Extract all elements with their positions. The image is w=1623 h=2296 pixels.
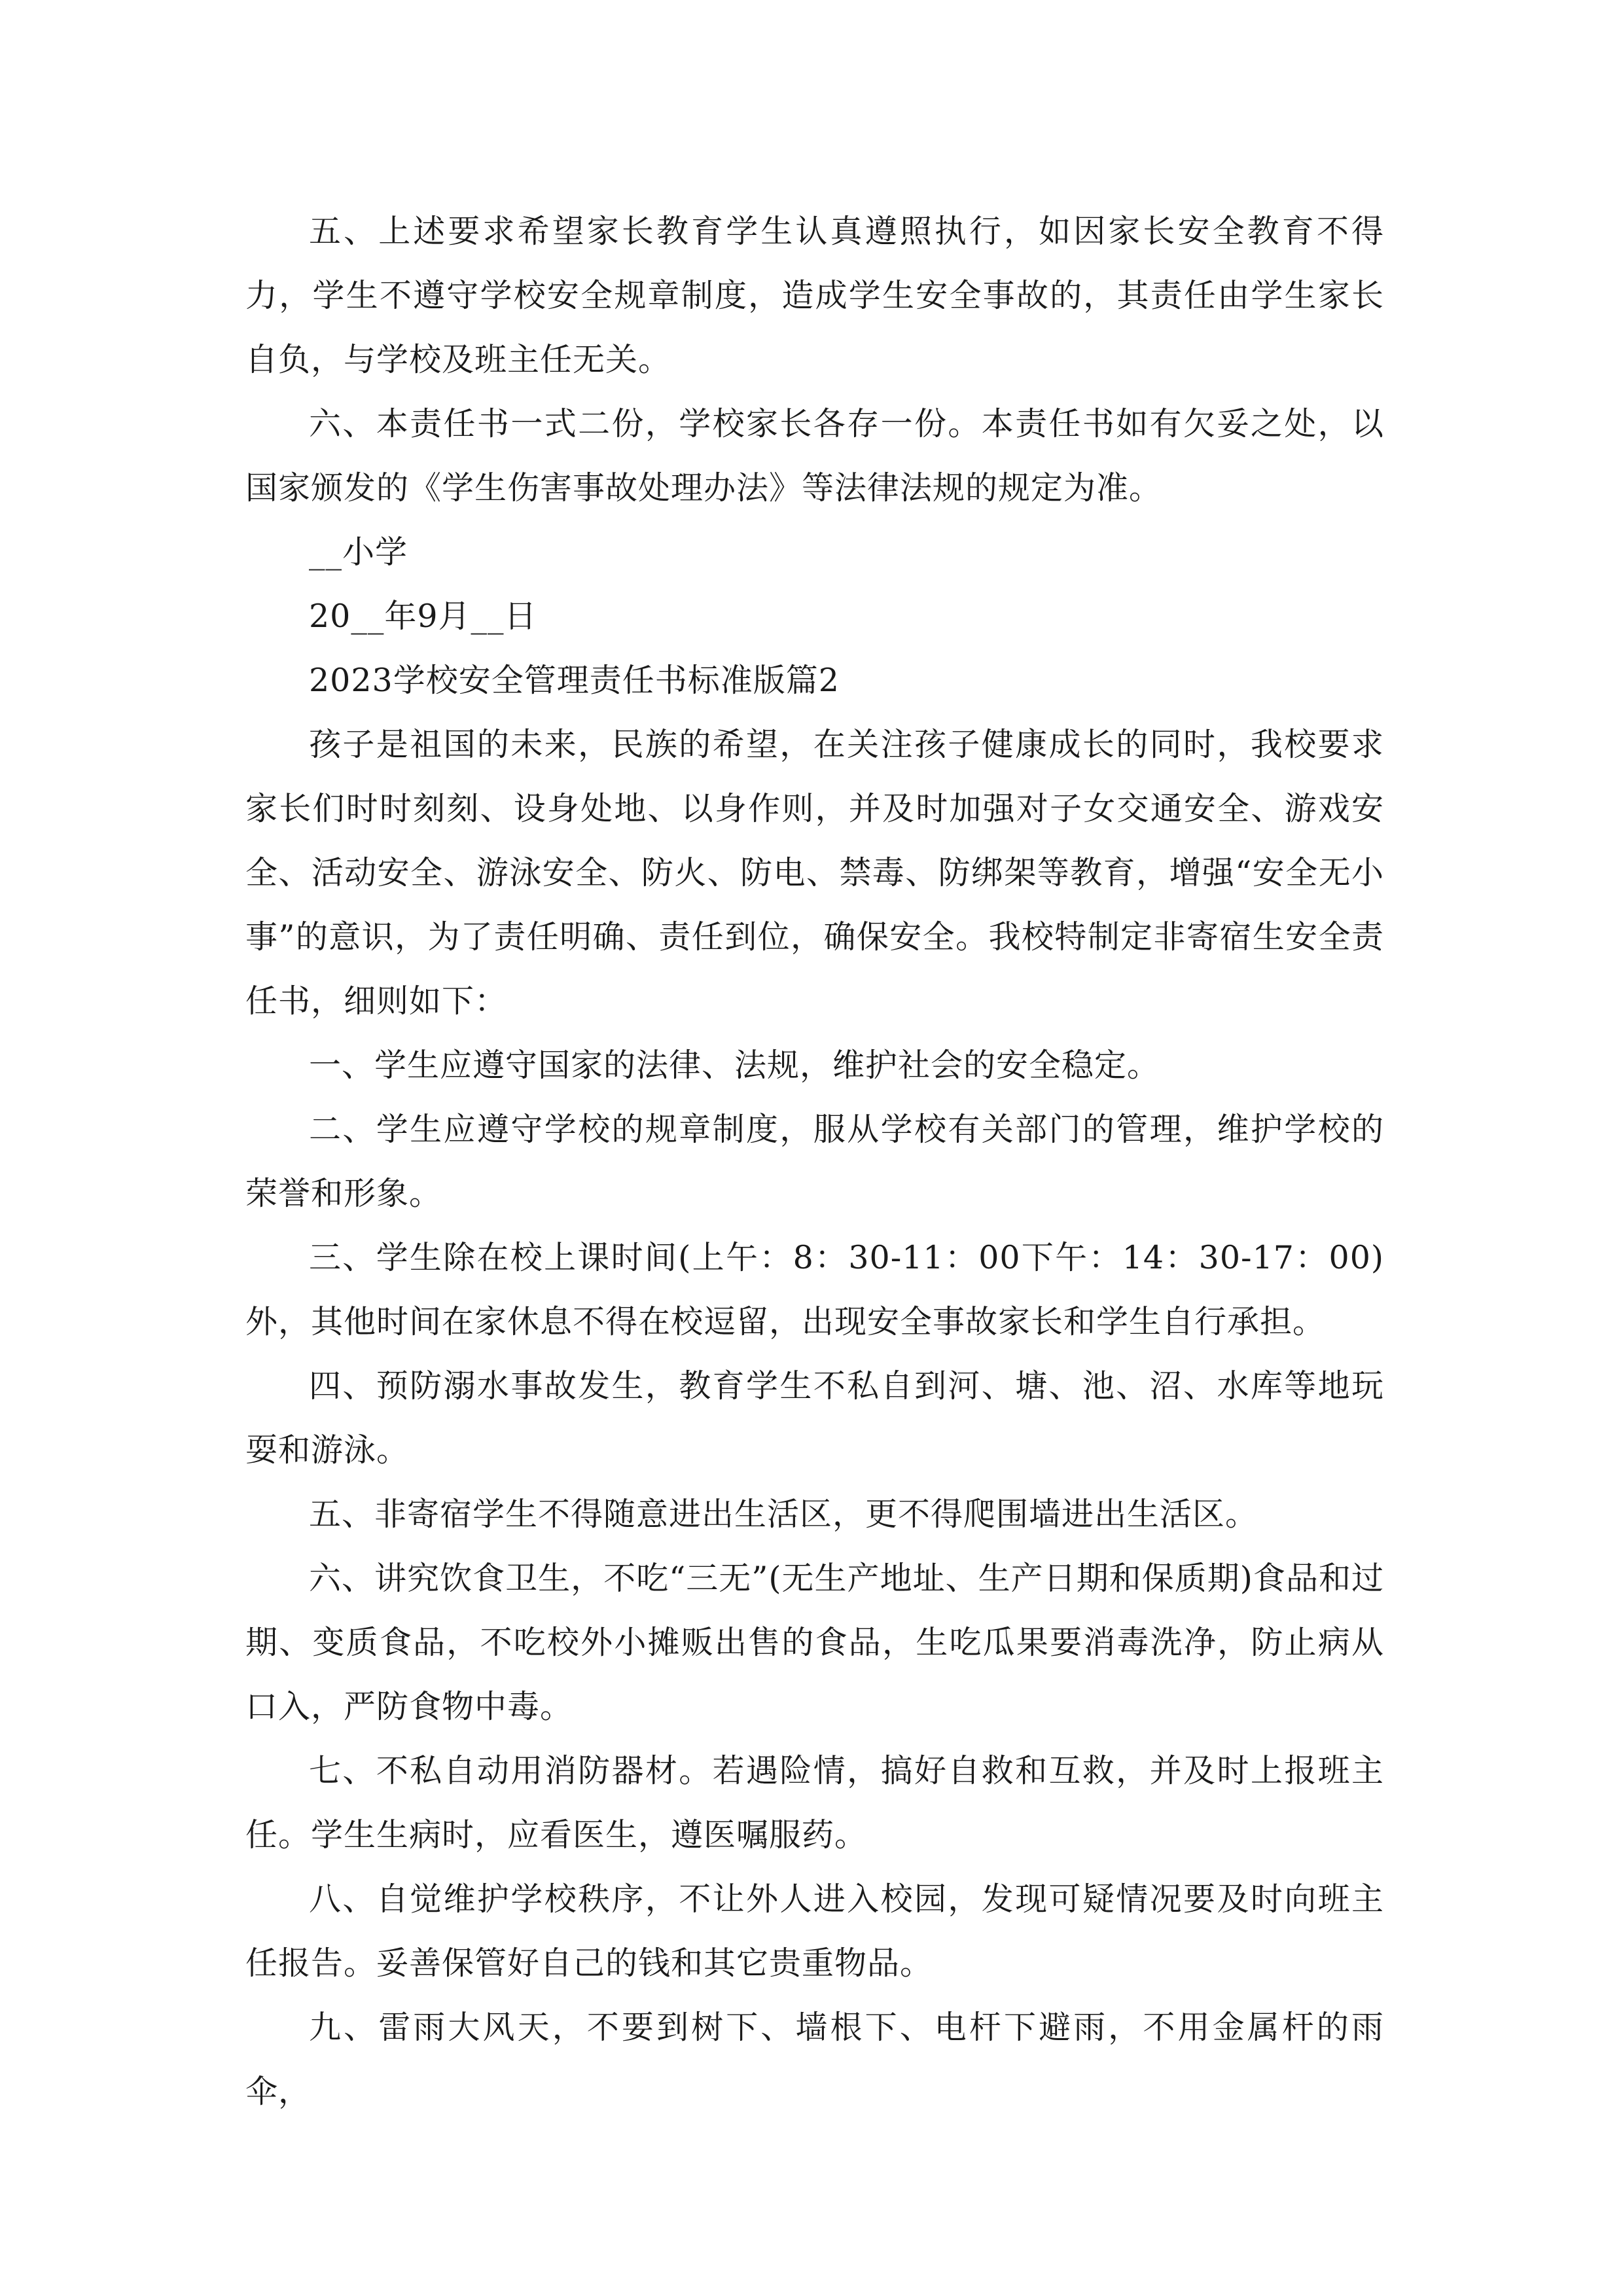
paragraph-intro: 孩子是祖国的未来，民族的希望，在关注孩子健康成长的同时，我校要求家长们时时刻刻、设身处地、以身作则，并及时加强对子女交通安全、游戏安全、活动安全、游泳安全、防火、防电、禁毒、防绑架等教育，增强“安全无小事”的意识，为了责任明确、责任到位，确保安全。我校特制定非寄宿生安全责任书，细则如下：: [245, 726, 1384, 1020]
signature-school: __小学: [309, 533, 408, 571]
paragraph-rule-1: 一、学生应遵守国家的法律、法规，维护社会的安全稳定。: [309, 1047, 1160, 1084]
document-body: [245, 200, 1384, 2124]
paragraph-clause-5-parent-responsibility: 五、上述要求希望家长教育学生认真遵照执行，如因家长安全教育不得力，学生不遵守学校安全规章制度，造成学生安全事故的，其责任由学生家长自负，与学校及班主任无关。: [245, 213, 1384, 378]
paragraph-rule-6: 六、讲究饮食卫生，不吃“三无”(无生产地址、生产日期和保质期)食品和过期、变质食品，不吃校外小摊贩出售的食品，生吃瓜果要消毒洗净，防止病从口入，严防食物中毒。: [245, 1560, 1384, 1725]
paragraph-rule-2: 二、学生应遵守学校的规章制度，服从学校有关部门的管理，维护学校的荣誉和形象。: [245, 1111, 1384, 1212]
section-title: 2023学校安全管理责任书标准版篇2: [309, 662, 840, 699]
signature-date: 20__年9月__日: [309, 598, 537, 635]
paragraph-rule-3: 三、学生除在校上课时间(上午：8：30-11：00下午：14：30-17：00)外，其他时间在家休息不得在校逗留，出现安全事故家长和学生自行承担。: [245, 1239, 1384, 1340]
paragraph-rule-9: 九、雷雨大风天，不要到树下、墙根下、电杆下避雨，不用金属杆的雨伞，: [245, 2009, 1384, 2110]
paragraph-rule-8: 八、自觉维护学校秩序，不让外人进入校园，发现可疑情况要及时向班主任报告。妥善保管好自己的钱和其它贵重物品。: [245, 1880, 1384, 1982]
paragraph-clause-6-copies: 六、本责任书一式二份，学校家长各存一份。本责任书如有欠妥之处，以国家颁发的《学生伤害事故处理办法》等法律法规的规定为准。: [245, 405, 1384, 507]
paragraph-rule-5: 五、非寄宿学生不得随意进出生活区，更不得爬围墙进出生活区。: [309, 1496, 1258, 1533]
paragraph-rule-7: 七、不私自动用消防器材。若遇险情，搞好自救和互救，并及时上报班主任。学生生病时，应看医生，遵医嘱服药。: [245, 1752, 1384, 1854]
paragraph-rule-4: 四、预防溺水事故发生，教育学生不私自到河、塘、池、沼、水库等地玩耍和游泳。: [245, 1367, 1384, 1469]
